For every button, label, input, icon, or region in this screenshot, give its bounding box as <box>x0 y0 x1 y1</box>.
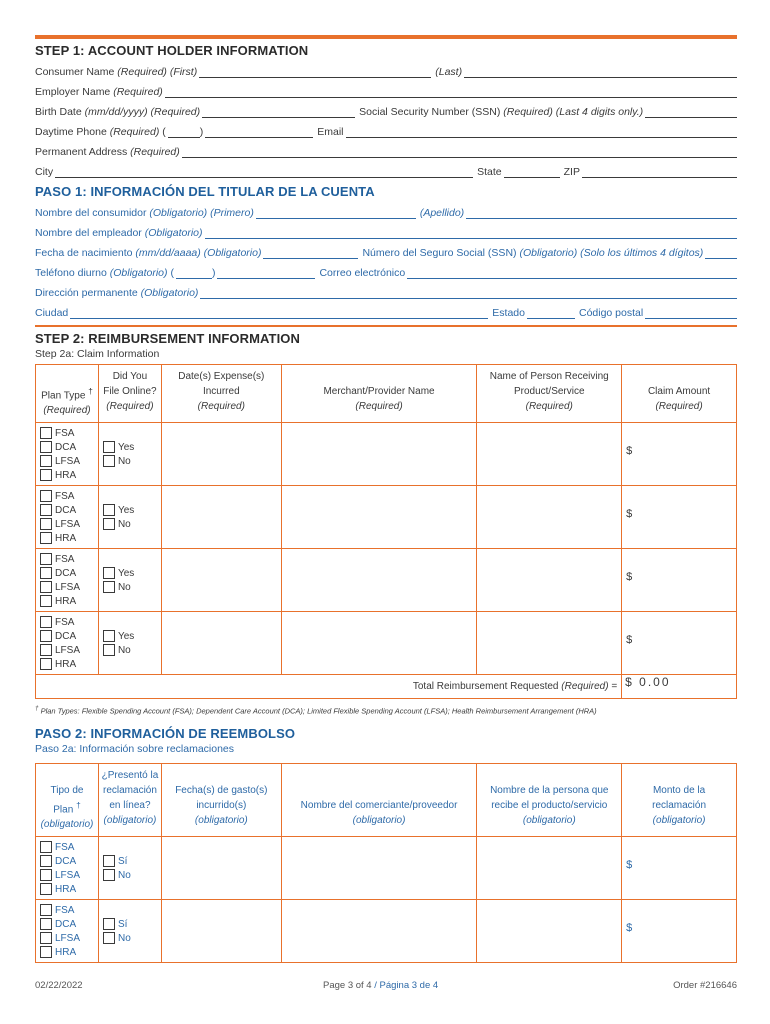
person-header: Name of Person Receiving Product/Service (Required) <box>477 365 622 423</box>
es-first-name-field[interactable] <box>256 207 416 219</box>
plan-option[interactable] <box>40 629 94 643</box>
dollar-sign: $ <box>626 508 633 521</box>
dates-cell[interactable] <box>161 612 281 675</box>
plan-option-label: HRA <box>55 883 77 895</box>
es-file-online-cell <box>98 837 161 900</box>
plan-option-label: LFSA <box>55 581 81 593</box>
file-online-cell <box>98 549 161 612</box>
form-page <box>35 35 737 963</box>
city-field[interactable] <box>55 166 473 178</box>
footer-date: 02/22/2022 <box>35 980 83 991</box>
employer-row <box>35 78 737 98</box>
first-name-field[interactable] <box>199 66 431 78</box>
es-plan-type-cell <box>36 837 99 900</box>
option-label: No <box>117 455 131 467</box>
es-consumer-name-label: Nombre del consumidor (Obligatorio) (Primero) <box>35 207 254 219</box>
plan-option-label: FSA <box>55 490 75 502</box>
es-city-field[interactable] <box>70 307 488 319</box>
es-plan-type-header: Tipo de Plan † (obligatorio) <box>36 763 99 836</box>
dates-header: Date(s) Expense(s) Incurred (Required) <box>161 365 281 423</box>
checkbox[interactable] <box>40 532 52 544</box>
checkbox[interactable] <box>103 932 115 944</box>
es-plan-option[interactable] <box>40 840 94 854</box>
person-cell[interactable] <box>477 612 622 675</box>
es-email-label: Correo electrónico <box>319 267 406 279</box>
dates-cell[interactable] <box>161 423 281 486</box>
checkbox[interactable] <box>103 918 115 930</box>
checkbox[interactable] <box>40 658 52 670</box>
birth-date-field[interactable] <box>202 106 355 118</box>
checkbox[interactable] <box>40 490 52 502</box>
es-ssn-label: Número del Seguro Social (SSN) (Obligatorio) (Solo los últimos 4 dígitos) <box>362 247 704 259</box>
es-employer-row <box>35 219 737 239</box>
plan-option[interactable] <box>40 643 94 657</box>
plan-option-label: FSA <box>55 904 75 916</box>
es-phone-email-row <box>35 259 737 279</box>
es-address-row <box>35 279 737 299</box>
yes-option[interactable] <box>103 440 157 454</box>
checkbox[interactable] <box>40 918 52 930</box>
es-plan-option[interactable] <box>40 868 94 882</box>
checkbox[interactable] <box>40 883 52 895</box>
checkbox[interactable] <box>40 946 52 958</box>
es-no-option[interactable] <box>103 868 157 882</box>
yes-option[interactable] <box>103 503 157 517</box>
checkbox[interactable] <box>40 553 52 565</box>
es-merchant-header: Nombre del comerciante/proveedor (obligatorio) <box>281 763 477 836</box>
city-row <box>35 158 737 178</box>
plan-option-label: HRA <box>55 595 77 607</box>
option-label: No <box>117 581 131 593</box>
plan-option[interactable] <box>40 531 94 545</box>
option-label: No <box>117 932 131 944</box>
es-plan-option[interactable] <box>40 917 94 931</box>
option-label: No <box>117 644 131 656</box>
plan-option-label: HRA <box>55 532 77 544</box>
es-plan-option[interactable] <box>40 903 94 917</box>
plan-type-header: Plan Type † (Required) <box>36 365 99 423</box>
dates-cell[interactable] <box>161 486 281 549</box>
es-no-option[interactable] <box>103 931 157 945</box>
option-label: No <box>117 518 131 530</box>
paso2-title: PASO 2: INFORMACIÓN DE REEMBOLSO <box>35 725 296 741</box>
checkbox[interactable] <box>40 518 52 530</box>
step2-title: STEP 2: REIMBURSEMENT INFORMATION <box>35 331 300 346</box>
plan-option-label: HRA <box>55 469 77 481</box>
es-file-online-cell <box>98 900 161 963</box>
checkbox[interactable] <box>103 644 115 656</box>
plan-type-cell <box>36 486 99 549</box>
checkbox[interactable] <box>103 567 115 579</box>
checkbox[interactable] <box>40 427 52 439</box>
plan-option-label: DCA <box>55 855 77 867</box>
file-online-cell <box>98 486 161 549</box>
checkbox[interactable] <box>40 855 52 867</box>
claim-row <box>36 423 737 486</box>
phone-close-paren: ) <box>199 126 204 138</box>
es-phone-label: Teléfono diurno (Obligatorio) ( <box>35 267 174 279</box>
plan-option-label: LFSA <box>55 869 81 881</box>
checkbox[interactable] <box>40 932 52 944</box>
plan-option[interactable] <box>40 566 94 580</box>
plan-option[interactable] <box>40 468 94 482</box>
plan-option[interactable] <box>40 517 94 531</box>
paso1-title: PASO 1: INFORMACIÓN DEL TITULAR DE LA CUENTA <box>35 184 375 199</box>
checkbox[interactable] <box>103 455 115 467</box>
file-online-cell <box>98 612 161 675</box>
checkbox[interactable] <box>103 441 115 453</box>
es-birth-ssn-row <box>35 239 737 259</box>
footer-page: Page 3 of 4 / Página 3 de 4 <box>323 980 439 991</box>
state-field[interactable] <box>504 166 560 178</box>
no-option[interactable] <box>103 454 157 468</box>
amount-cell[interactable] <box>622 549 737 612</box>
es-person-cell[interactable] <box>477 900 622 963</box>
es-plan-type-cell <box>36 900 99 963</box>
es-dates-cell[interactable] <box>161 837 281 900</box>
plan-option-label: FSA <box>55 841 75 853</box>
plan-type-cell <box>36 612 99 675</box>
amount-cell[interactable] <box>622 486 737 549</box>
es-yes-option[interactable] <box>103 917 157 931</box>
es-phone-field[interactable] <box>217 267 315 279</box>
option-label: Yes <box>117 441 135 453</box>
employer-field[interactable] <box>165 86 737 98</box>
checkbox[interactable] <box>40 630 52 642</box>
area-code-field[interactable] <box>168 126 200 138</box>
es-ssn-field[interactable] <box>705 247 737 259</box>
plan-option[interactable] <box>40 454 94 468</box>
merchant-header: Merchant/Provider Name (Required) <box>281 365 477 423</box>
plan-option-label: DCA <box>55 918 77 930</box>
person-cell[interactable] <box>477 423 622 486</box>
option-label: Sí <box>117 918 128 930</box>
es-birth-date-field[interactable] <box>263 247 358 259</box>
checkbox[interactable] <box>40 841 52 853</box>
merchant-cell[interactable] <box>281 549 477 612</box>
es-plan-option[interactable] <box>40 945 94 959</box>
option-label: Sí <box>117 855 128 867</box>
option-label: Yes <box>117 504 135 516</box>
plan-option-label: LFSA <box>55 644 81 656</box>
file-online-header: Did You File Online? (Required) <box>98 365 161 423</box>
phone-field[interactable] <box>205 126 313 138</box>
merchant-cell[interactable] <box>281 423 477 486</box>
consumer-name-row <box>35 58 737 78</box>
plan-option[interactable] <box>40 440 94 454</box>
step1-title: STEP 1: ACCOUNT HOLDER INFORMATION <box>35 43 309 58</box>
dollar-sign: $ <box>626 634 633 647</box>
plan-type-cell <box>36 423 99 486</box>
checkbox[interactable] <box>40 455 52 467</box>
es-plan-option[interactable] <box>40 854 94 868</box>
checkbox[interactable] <box>40 595 52 607</box>
es-last-name-label: (Apellido) <box>419 207 465 219</box>
zip-label: ZIP <box>563 166 580 178</box>
es-consumer-name-row <box>35 199 737 219</box>
checkbox[interactable] <box>40 616 52 628</box>
es-yes-option[interactable] <box>103 854 157 868</box>
es-amount-cell[interactable] <box>622 837 737 900</box>
es-employer-label: Nombre del empleador (Obligatorio) <box>35 227 203 239</box>
es-address-label: Dirección permanente (Obligatorio) <box>35 287 199 299</box>
merchant-cell[interactable] <box>281 612 477 675</box>
checkbox[interactable] <box>40 469 52 481</box>
state-label: State <box>477 166 502 178</box>
es-address-field[interactable] <box>200 287 737 299</box>
claim-row <box>36 549 737 612</box>
es-dates-cell[interactable] <box>161 900 281 963</box>
consumer-name-label: Consumer Name (Required) (First) <box>35 66 198 78</box>
plan-footnote: † Plan Types: Flexible Spending Account (FSA); Dependent Care Account (DCA); Limited Flexible Spending Account (LFSA); Health Reimbursement Arrangement (HRA) <box>35 705 597 716</box>
birth-date-label: Birth Date (mm/dd/yyyy) (Required) <box>35 106 201 118</box>
claim-row <box>36 612 737 675</box>
merchant-cell[interactable] <box>281 486 477 549</box>
person-cell[interactable] <box>477 549 622 612</box>
step2a-subtitle: Step 2a: Claim Information <box>35 348 160 360</box>
plan-option-label: FSA <box>55 427 75 439</box>
es-file-online-header: ¿Presentó la reclamación en línea? (obligatorio) <box>98 763 161 836</box>
plan-type-cell <box>36 549 99 612</box>
checkbox[interactable] <box>40 504 52 516</box>
checkbox[interactable] <box>103 581 115 593</box>
es-claim-amount-header: Monto de la reclamación (obligatorio) <box>622 763 737 836</box>
option-label: Yes <box>117 630 135 642</box>
plan-option-label: LFSA <box>55 518 81 530</box>
checkbox[interactable] <box>103 518 115 530</box>
es-city-label: Ciudad <box>35 307 69 319</box>
es-person-header: Nombre de la persona que recibe el producto/servicio (obligatorio) <box>477 763 622 836</box>
plan-option-label: HRA <box>55 946 77 958</box>
es-plan-option[interactable] <box>40 931 94 945</box>
section-rule <box>35 325 737 327</box>
dollar-sign: $ <box>626 445 633 458</box>
es-birth-date-label: Fecha de nacimiento (mm/dd/aaaa) (Obligatorio) <box>35 247 262 259</box>
city-label: City <box>35 166 54 178</box>
es-amount-cell[interactable] <box>622 900 737 963</box>
plan-option-label: DCA <box>55 504 77 516</box>
no-option[interactable] <box>103 643 157 657</box>
es-claims-header-row <box>36 763 737 836</box>
employer-label: Employer Name (Required) <box>35 86 163 98</box>
total-value[interactable]: $ 0.00 <box>622 675 737 699</box>
address-row <box>35 138 737 158</box>
checkbox[interactable] <box>40 581 52 593</box>
no-option[interactable] <box>103 580 157 594</box>
es-person-cell[interactable] <box>477 837 622 900</box>
dates-cell[interactable] <box>161 549 281 612</box>
email-field[interactable] <box>346 126 737 138</box>
checkbox[interactable] <box>40 567 52 579</box>
checkbox[interactable] <box>40 869 52 881</box>
es-phone-close-paren: ) <box>211 267 216 279</box>
es-merchant-cell[interactable] <box>281 900 477 963</box>
plan-option-label: FSA <box>55 616 75 628</box>
es-employer-field[interactable] <box>205 227 737 239</box>
es-state-label: Estado <box>492 307 525 319</box>
claims-header-row <box>36 365 737 423</box>
plan-option-label: DCA <box>55 630 77 642</box>
plan-option[interactable] <box>40 657 94 671</box>
zip-field[interactable] <box>582 166 737 178</box>
es-last-name-field[interactable] <box>466 207 737 219</box>
email-label: Email <box>317 126 344 138</box>
claim-row <box>36 486 737 549</box>
plan-option-label: DCA <box>55 441 77 453</box>
dollar-sign: $ <box>626 859 633 872</box>
claims-table-es <box>35 763 737 963</box>
total-row <box>36 675 737 699</box>
plan-option-label: DCA <box>55 567 77 579</box>
yes-option[interactable] <box>103 566 157 580</box>
file-online-cell <box>98 423 161 486</box>
plan-option[interactable] <box>40 615 94 629</box>
plan-option[interactable] <box>40 489 94 503</box>
phone-email-row <box>35 118 737 138</box>
amount-cell[interactable] <box>622 612 737 675</box>
option-label: No <box>117 869 131 881</box>
checkbox[interactable] <box>103 869 115 881</box>
es-plan-option[interactable] <box>40 882 94 896</box>
last-name-label: (Last) <box>435 66 463 78</box>
dollar-sign: $ <box>626 922 633 935</box>
plan-option[interactable] <box>40 503 94 517</box>
amount-cell[interactable] <box>622 423 737 486</box>
claim-amount-header: Claim Amount (Required) <box>622 365 737 423</box>
ssn-field[interactable] <box>645 106 737 118</box>
es-zip-label: Código postal <box>578 307 644 319</box>
plan-option-label: HRA <box>55 658 77 670</box>
phone-label: Daytime Phone (Required) ( <box>35 126 166 138</box>
es-email-field[interactable] <box>407 267 737 279</box>
es-area-code-field[interactable] <box>176 267 212 279</box>
person-cell[interactable] <box>477 486 622 549</box>
address-label: Permanent Address (Required) <box>35 146 180 158</box>
checkbox[interactable] <box>40 904 52 916</box>
plan-option[interactable] <box>40 580 94 594</box>
plan-option-label: LFSA <box>55 455 81 467</box>
checkbox[interactable] <box>103 504 115 516</box>
es-state-field[interactable] <box>527 307 575 319</box>
checkbox[interactable] <box>40 441 52 453</box>
address-field[interactable] <box>182 146 737 158</box>
plan-option-label: FSA <box>55 553 75 565</box>
checkbox[interactable] <box>40 644 52 656</box>
ssn-label: Social Security Number (SSN) (Required) (Last 4 digits only.) <box>359 106 644 118</box>
plan-option-label: LFSA <box>55 932 81 944</box>
total-label: Total Reimbursement Requested (Required) = <box>36 675 622 699</box>
last-name-field[interactable] <box>464 66 737 78</box>
footer-order: Order #216646 <box>673 980 737 991</box>
plan-option[interactable] <box>40 426 94 440</box>
es-zip-field[interactable] <box>645 307 737 319</box>
es-merchant-cell[interactable] <box>281 837 477 900</box>
paso2a-subtitle: Paso 2a: Información sobre reclamaciones <box>35 742 235 755</box>
option-label: Yes <box>117 567 135 579</box>
no-option[interactable] <box>103 517 157 531</box>
birth-ssn-row <box>35 98 737 118</box>
claims-table-en <box>35 364 737 699</box>
top-rule <box>35 35 737 39</box>
es-claim-row <box>36 837 737 900</box>
plan-option[interactable] <box>40 552 94 566</box>
es-city-row <box>35 299 737 319</box>
es-claim-row <box>36 900 737 963</box>
checkbox[interactable] <box>103 855 115 867</box>
checkbox[interactable] <box>103 630 115 642</box>
yes-option[interactable] <box>103 629 157 643</box>
dollar-sign: $ <box>626 571 633 584</box>
es-dates-header: Fecha(s) de gasto(s) incurrido(s) (obligatorio) <box>161 763 281 836</box>
plan-option[interactable] <box>40 594 94 608</box>
